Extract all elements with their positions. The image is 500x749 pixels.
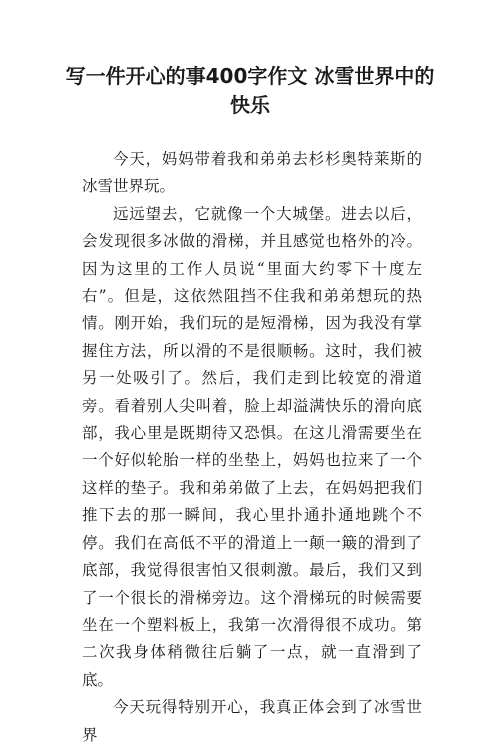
paragraph-main: 远远望去，它就像一个大城堡。进去以后，会发现很多冰做的滑梯，并且感觉也格外的冷。因为这里的工作人员说“里面大约零下十度左右”。但是，这依然阻挡不住我和弟弟想玩的热情。刚开始，我们玩的是短滑梯，因为我没有掌握住方法，所以滑的不是很顺畅。这时，我们被另一处吸引了。然后，我们走到比较宽的滑道旁。看着别人尖叫着，脸上却溢满快乐的滑向底部，我心里是既期待又恐惧。在这儿滑需要坐在一个好似轮胎一样的坐垫上，妈妈也拉来了一个这样的垫子。我和弟弟做了上去，在妈妈把我们推下去的那一瞬间，我心里扑通扑通地跳个不停。我们在高低不平的滑道上一颠一簸的滑到了底部，我觉得很害怕又很刺激。最后，我们又到了一个很长的滑梯旁边。这个滑梯玩的时候需要坐在一个塑料板上，我第一次滑得很不成功。第二次我身体稍微往后躺了一点，就一直滑到了底。 (82, 204, 422, 689)
paragraph-intro: 今天，妈妈带着我和弟弟去杉杉奥特莱斯的冰雪世界玩。 (82, 150, 422, 196)
document-body (82, 146, 422, 749)
paragraph-conclusion: 今天玩得特别开心，我真正体会到了冰雪世界 (82, 698, 422, 744)
document-title: 写一件开心的事400字作文 冰雪世界中的快乐 (65, 64, 435, 117)
